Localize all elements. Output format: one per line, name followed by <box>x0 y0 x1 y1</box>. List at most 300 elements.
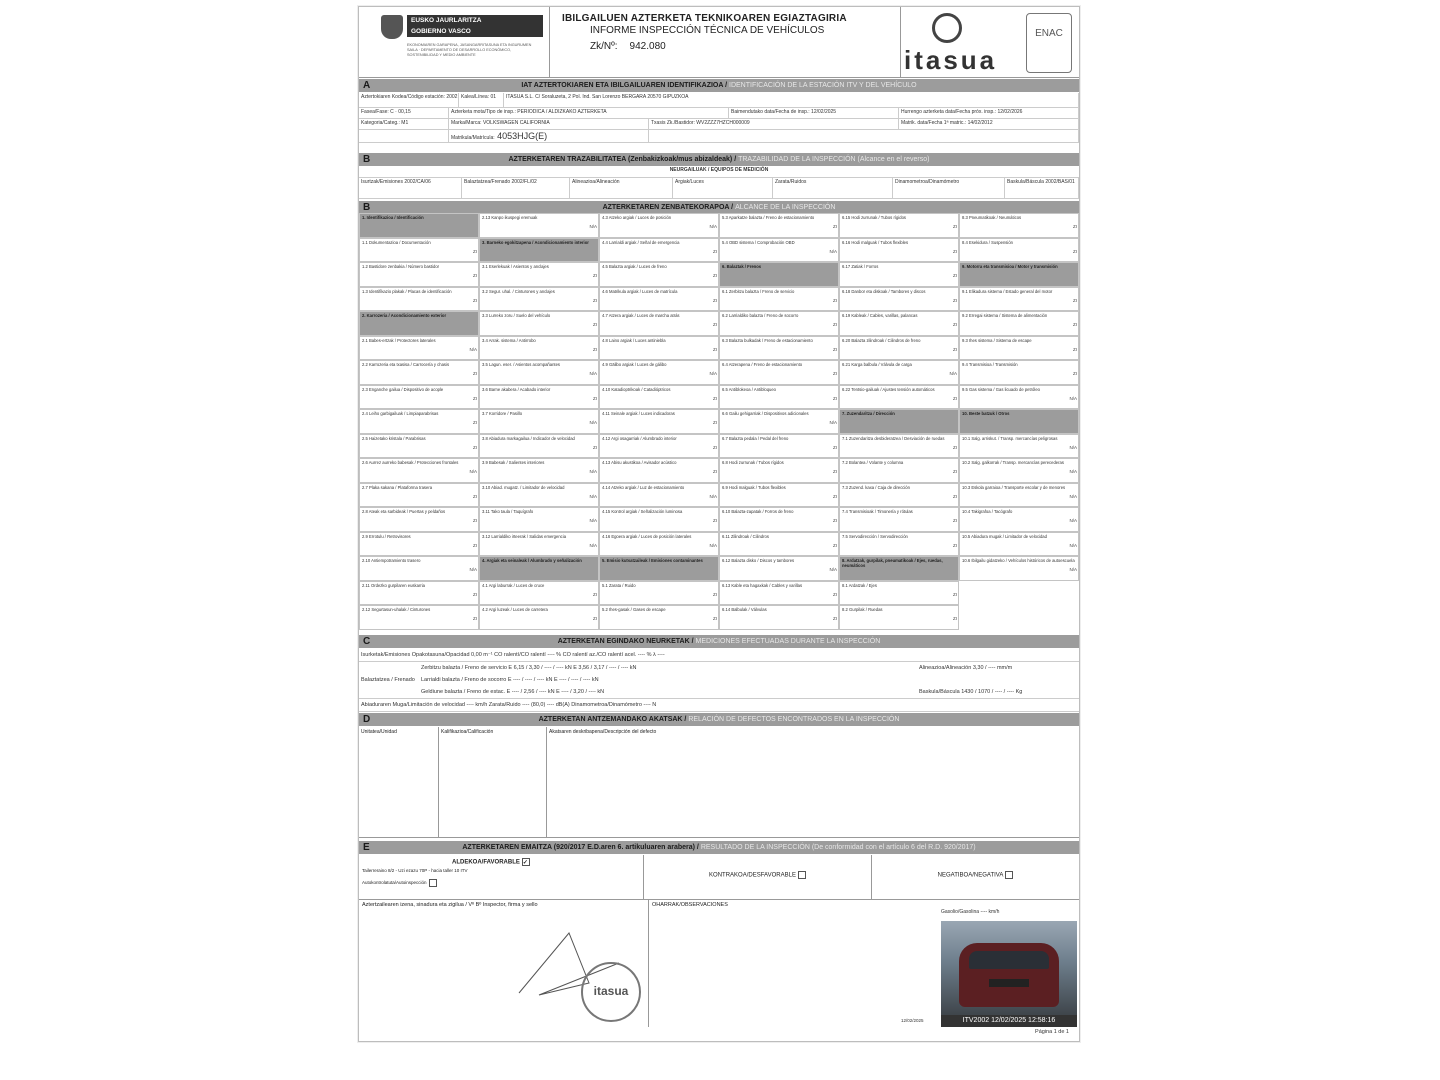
scope-item <box>839 532 959 557</box>
scope-item-label: 3.1 Eserlekuak / Asientos y anclajes <box>482 264 549 269</box>
defects-unit-col: Unitatea/Unidad <box>359 727 439 837</box>
scope-item <box>599 409 719 434</box>
scope-item-result: N/A <box>1069 493 1077 499</box>
scope-item-label: 3.9 Babesak / Salientes interiores <box>482 460 545 465</box>
scope-item-label: 3. Barneko egokitzapena / Acondicionamiento interior <box>482 239 589 245</box>
scope-item-result: ZI <box>473 248 477 254</box>
scope-item-result: N/A <box>709 371 717 376</box>
scope-item-label: 7.1 Zuzendaritza desbideratzea / Desviación de ruedas <box>842 435 945 441</box>
scope-item <box>599 360 719 385</box>
scope-item <box>719 409 839 434</box>
scope-item-result: ZI <box>713 469 717 474</box>
id-row-2: Fasea/Fase: C · 00,15 Azterketa mota/Tipo de insp.: PERIODICA / ALDIZKAKO AZTERKETA Baimendutako data/Fecha de insp.: 12/02/2025 Hurrengo azterketa data/Fecha próx. insp.: 12/02/2026 <box>359 108 1079 119</box>
autoinspection-checkbox <box>429 879 437 887</box>
scope-item-label: 6.7 Balazta pedala / Pedal del freno <box>722 435 789 441</box>
license-plate: Matrikula/Matrícula: 4053HJG(E) <box>449 130 649 142</box>
scope-item-result: ZI <box>833 322 837 327</box>
scope-item-result: ZI <box>713 616 717 621</box>
scope-item-label: 9.3 Ihes sistema / Sistema de escape <box>962 337 1032 343</box>
scope-item <box>719 507 839 532</box>
scope-item <box>959 458 1079 483</box>
title-block <box>549 7 901 77</box>
result-unfavorable: KONTRAKOA/DESFAVORABLE <box>644 855 872 899</box>
scope-item <box>479 409 599 434</box>
scope-item <box>959 311 1079 336</box>
basque-government-logo <box>379 13 549 73</box>
scope-item <box>719 556 839 581</box>
scope-item-result: ZI <box>953 493 957 499</box>
scope-item <box>599 385 719 410</box>
title-spanish: INFORME INSPECCIÓN TÉCNICA DE VEHÍCULOS <box>590 25 825 36</box>
scope-item-label: 2.8 Ateak eta sarbideak / Puertas y peldaños <box>362 509 446 514</box>
scope-item-label: 6. Balaztak / Frenos <box>722 264 762 269</box>
report-number: Zk/Nº: 942.080 <box>590 41 666 52</box>
scope-item <box>479 287 599 312</box>
scope-item-label: 10.6 Ibilgailu gidatzeko / Vehículos históricos de autoescuela <box>962 558 1075 563</box>
scope-item-result: ZI <box>473 444 477 450</box>
scope-item-result: ZI <box>713 420 717 425</box>
scope-item-label: 2.11 Ordezko gurpilaren euskarria <box>362 582 426 588</box>
scope-item-label: 5.1 Zarata / Ruido <box>602 582 636 588</box>
scope-item <box>479 262 599 287</box>
scope-item <box>839 507 959 532</box>
scope-item <box>719 336 839 361</box>
scope-item-label: 8.2 Gurpilak / Ruedas <box>842 607 883 612</box>
scope-item <box>359 385 479 410</box>
id-row-1: Aztertokiaren Kodea/Código estación: 2002 Kalea/Línea: 01 ITASUA S.L. C/ Soraluzeta, 2 Pol. Ind. San Lorenzo BERGARA 20570 GIPUZKOA <box>359 93 1079 108</box>
scope-item-label: 7.2 Bolantea / Volante y columna <box>842 460 904 465</box>
scope-item-result: N/A <box>1069 542 1077 548</box>
scope-item <box>719 287 839 312</box>
scope-item <box>479 605 599 630</box>
scope-item-result: ZI <box>473 616 477 621</box>
scope-item-label: 9.1 Elikadura sistema / Estado general del motor <box>962 288 1053 294</box>
scope-item-result: ZI <box>713 322 717 327</box>
photo-date: 12/02/2025 <box>901 1018 924 1023</box>
scope-item-label: 4.3 Atzeko argiak / Luces de posición <box>602 215 672 220</box>
scope-item-label: 10.3 Eskola garraioa / Transporte escolar y de menores <box>962 484 1066 490</box>
scope-item-result: ZI <box>713 297 717 303</box>
emissions-row: Isurketak/Emisiones Opakotasuna/Opacidad 0,00 m⁻¹ CO ralentí/CO ralentí ---- % CO ralentí az./CO ralentí acel. ---- % λ ---- <box>359 649 1079 662</box>
scope-item <box>959 385 1079 410</box>
scope-item <box>359 581 479 606</box>
scope-item-label: 6.3 Balazta bulkadak / Freno de estacionamiento <box>722 337 813 343</box>
scope-item <box>959 287 1079 312</box>
section-a-header: A IAT AZTERTOKIAREN ETA IBILGAILUAREN IDENTIFIKAZIOA / IDENTIFICACIÓN DE LA ESTACIÓN ITV Y DEL VEHÍCULO <box>359 79 1079 92</box>
scope-item-label: 6.14 Balbulak / Válvulas <box>722 607 767 612</box>
scope-item-result: ZI <box>713 518 717 523</box>
scope-item-result: N/A <box>589 542 597 548</box>
scope-item-label: 4.16 Egoera argiak / Luces de posición laterales <box>602 533 692 539</box>
scope-item <box>359 507 479 532</box>
scope-item <box>839 287 959 312</box>
scope-item-result: ZI <box>953 273 957 278</box>
scope-item-result: ZI <box>953 518 957 523</box>
scope-item-result: ZI <box>593 395 597 401</box>
scope-item-result: N/A <box>829 248 837 254</box>
scope-item-result: N/A <box>589 518 597 523</box>
result-favorable: ALDEKOA/FAVORABLE ✓ Tailerreraino 8/2 - Uzi ezazu 70P - hacia taller 10 ITV Autokontrolatuta/Autoinspección <box>359 855 644 899</box>
scope-item <box>719 262 839 287</box>
scope-item-label: 2.6 Aurrez aurreko babesak / Protecciones frontales <box>362 460 459 465</box>
scope-item-result: ZI <box>593 322 597 327</box>
scope-item-result: N/A <box>1069 395 1077 401</box>
scope-item <box>599 336 719 361</box>
scope-item <box>359 287 479 312</box>
scope-item-label: 7.3 Zuzend. kaxa / Caja de dirección <box>842 484 910 490</box>
scope-item-label: 4.10 Katadioptrikoak / Catadióptricos <box>602 386 671 392</box>
scope-item-label: 5.3 Aparkatze balazta / Freno de estacionamiento <box>722 215 815 220</box>
scope-item <box>959 262 1079 287</box>
observations-box: OHARRAK/OBSERVACIONES <box>652 902 728 908</box>
scope-item-result: N/A <box>469 469 477 474</box>
scope-item-label: 2.12 Segurtasun-uhalak / Cinturones <box>362 607 431 612</box>
scope-item <box>359 409 479 434</box>
scope-item-result: ZI <box>1073 297 1077 303</box>
scope-item-label: 3.4 Arrak. sistema / Antirrobo <box>482 337 536 343</box>
scope-item-label: 3.11 Tako taula / Taquígrafo <box>482 509 534 514</box>
scope-item-label: 2.1 Babes-ertzak / Protectores laterales <box>362 337 436 343</box>
scope-item-result: ZI <box>953 542 957 548</box>
defects-description-col: Akatsaren deskribapena/Descripción del defecto <box>549 729 657 735</box>
scope-item-result: ZI <box>593 616 597 621</box>
scope-item <box>479 336 599 361</box>
scope-item <box>959 532 1079 557</box>
equipment-row: Isurtzak/Emisiones 2002/CA/06 Balaztatzea/Frenado 2002/FL/02 Alineazioa/Alineación Argiak/Luces Zarata/Ruidos Dinamometroa/Dinamómetro Baskula/Báscula 2002/BAS/01 <box>359 178 1079 199</box>
scope-item <box>719 434 839 459</box>
scope-item-label: 4.13 Abisu akustikoa / Avisador acústico <box>602 460 677 465</box>
scope-item-result: N/A <box>709 542 717 548</box>
scope-item-result: ZI <box>593 346 597 352</box>
van-image-icon <box>959 943 1059 1007</box>
scope-item-result: ZI <box>833 346 837 352</box>
scope-item-label: 9.2 Erregai sistema / Sistema de alimentación <box>962 313 1048 318</box>
scope-item-label: 2.9 Errotulu / Retrovisores <box>362 533 411 539</box>
brand-name: itasua <box>904 45 998 75</box>
favorable-checkbox: ✓ <box>522 860 528 866</box>
scope-item-label: 2.5 Haizetako kristala / Parabrisas <box>362 435 426 441</box>
scope-item <box>839 581 959 606</box>
scope-item <box>719 360 839 385</box>
scope-item <box>599 287 719 312</box>
negative-checkbox <box>1005 871 1013 879</box>
scope-item <box>599 556 719 581</box>
scope-item-label: 6.13 Kable eta hagaxkak / Cables y varillas <box>722 582 803 588</box>
scope-item <box>359 483 479 508</box>
scope-item-label: 3.10 Abiad. mugatz. / Limitador de velocidad <box>482 484 565 490</box>
scope-item <box>479 483 599 508</box>
equipment-title: NEURGAILUAK / EQUIPOS DE MEDICIÓN <box>359 167 1079 178</box>
scope-item-result: ZI <box>713 273 717 278</box>
id-row-plate <box>359 130 1079 143</box>
scope-item <box>839 311 959 336</box>
scope-item-result: ZI <box>953 616 957 621</box>
scope-item-label: 6.10 Balazta-zapatak / Forros de freno <box>722 509 794 514</box>
scope-item-label: 2.13 Kanpo ikuspegi eremuak <box>482 215 538 220</box>
scope-item-result: ZI <box>473 395 477 401</box>
scope-item-result: N/A <box>469 346 477 352</box>
scope-item-result: N/A <box>589 224 597 229</box>
scope-item <box>479 311 599 336</box>
scope-item-label: 6.8 Hodi zurrunak / Tubos rígidos <box>722 460 784 465</box>
scope-item <box>599 434 719 459</box>
scope-item <box>599 213 719 238</box>
scope-item <box>479 581 599 606</box>
scope-item <box>959 238 1079 263</box>
scope-item <box>599 507 719 532</box>
scope-item <box>839 385 959 410</box>
scope-item <box>719 581 839 606</box>
scope-item-label: 5. Emisio kutsatzaileak / Emisiones contaminantes <box>602 558 703 563</box>
vehicle-photo <box>941 921 1077 1021</box>
scope-item <box>959 434 1079 459</box>
scope-item-result: ZI <box>473 591 477 597</box>
scope-item-label: 6.11 Zilindroak / Cilindros <box>722 533 769 539</box>
scope-item-label: 3.5 Lagun. eser. / Asientos acompañantes <box>482 362 560 367</box>
scope-item <box>839 409 959 434</box>
section-b-scope-header: B AZTERKETAREN ZENBATEKORAPOA / ALCANCE DE LA INSPECCIÓN <box>359 201 1079 214</box>
scope-item <box>599 581 719 606</box>
scope-item <box>479 507 599 532</box>
scope-item-label: 1.1 Dokumentazioa / Documentación <box>362 239 431 245</box>
inspection-scope-grid <box>359 213 1079 631</box>
scope-item-result: ZI <box>953 444 957 450</box>
scope-item-result: ZI <box>593 444 597 450</box>
scope-item <box>359 213 479 238</box>
scope-item-label: 10.2 Salg. galkorrak / Transp. mercancías perecederas <box>962 460 1064 465</box>
scope-item-result: ZI <box>953 591 957 597</box>
scope-item-label: 10. Beste batzuk / Otros <box>962 411 1010 416</box>
scope-item-label: 5.2 Ihes-gasak / Gases de escape <box>602 607 666 612</box>
scope-item-label: 6.2 Larrialdiko balazta / Freno de socorro <box>722 313 799 318</box>
id-row-3: Kategoria/Categ.: M1 Marka/Marca: VOLKSWAGEN CALIFORNIA Txasis Zk./Bastidor: WV2ZZZ7HZCH000009 Matrik. data/Fecha 1ª matric.: 14/02/2012 <box>359 119 1079 130</box>
scope-item-result: ZI <box>473 297 477 303</box>
scope-item-label: 4. Argiak eta seinaleak / Alumbrado y señalización <box>482 558 582 563</box>
scope-item-label: 8.3 Pneumatikoak / Neumáticos <box>962 215 1022 220</box>
scope-item-result: ZI <box>833 444 837 450</box>
scope-item-result: ZI <box>473 518 477 523</box>
scope-item-result: ZI <box>953 322 957 327</box>
scope-item <box>359 311 479 336</box>
scope-item <box>479 458 599 483</box>
enac-badge: ENAC <box>1026 13 1072 73</box>
title-basque: IBILGAILUEN AZTERKETA TEKNIKOAREN EGIAZTAGIRIA <box>562 13 847 24</box>
scope-item <box>359 434 479 459</box>
scope-item <box>479 385 599 410</box>
scope-item-result: ZI <box>953 469 957 474</box>
scope-item-result: ZI <box>713 346 717 352</box>
section-b-traceability-header: B AZTERKETAREN TRAZABILITATEA (Zenbakizkoak/mus abizaldeak) / TRAZABILIDAD DE LA INSPECCIÓN (Alcance en el reverso) <box>359 153 1079 166</box>
scope-item-label: 6.12 Balazta disko / Discos y tambores <box>722 558 795 563</box>
speed-noise-row: Abiaduraren Muga/Limitación de velocidad ---- km/h Zarata/Ruido ---- (80,0) ---- dB(A) Dinamometroa/Dinamómetro ---- N <box>359 699 1079 712</box>
scope-item-result: ZI <box>473 420 477 425</box>
scope-item-label: 9.5 Gas sistema / Gas licuado de petróleo <box>962 386 1040 392</box>
scope-item-result: ZI <box>593 273 597 278</box>
scope-item <box>359 238 479 263</box>
defects-table <box>359 727 1079 838</box>
scope-item <box>719 532 839 557</box>
scope-item-label: 3.6 Barne akabera / Acabado interior <box>482 386 551 392</box>
scope-item-label: 4.14 Atzeko argiak / Luz de estacionamiento <box>602 484 685 490</box>
scope-item-label: 3.2 Segur. uhal. / Cinturones y anclajes <box>482 288 555 294</box>
scope-item-result: N/A <box>829 567 837 572</box>
scope-item-result: ZI <box>473 273 477 278</box>
scope-item-label: 3.12 Larrialdiko irteerak / Salidas emergencia <box>482 533 567 539</box>
scope-item-label: 4.11 Seinale argiak / Luces indicadoras <box>602 411 675 416</box>
scope-item <box>479 360 599 385</box>
scope-item-label: 7. Zuzendaritza / Dirección <box>842 411 895 416</box>
scope-item-result: N/A <box>589 469 597 474</box>
scope-item <box>719 483 839 508</box>
scope-item <box>839 605 959 630</box>
scope-item-result: ZI <box>953 297 957 303</box>
scope-item-label: 6.9 Hodi malguak / Tubos flexibles <box>722 484 786 490</box>
scope-item <box>959 336 1079 361</box>
scope-item-result: ZI <box>833 224 837 229</box>
scope-item-result: ZI <box>713 444 717 450</box>
scope-item-label: 8.4 Esekidura / Suspensión <box>962 239 1013 245</box>
scope-item-label: 4.7 Atzera argiak / Luces de marcha atrás <box>602 313 680 318</box>
scope-item <box>839 336 959 361</box>
scope-item <box>839 262 959 287</box>
scope-item-result: ZI <box>833 518 837 523</box>
scope-item-label: 5.4 OBD sistema / Comprobación OBD <box>722 239 795 245</box>
scope-item-label: 6.16 Hodi malguak / Tubos flexibles <box>842 239 909 245</box>
scope-item-label: 9.4 Transmisioa / Transmisión <box>962 362 1018 367</box>
scope-item <box>359 262 479 287</box>
scope-item-label: 6.1 Zerbitzu balazta / Freno de servicio <box>722 288 795 294</box>
scope-item <box>359 360 479 385</box>
scope-item-result: N/A <box>589 493 597 499</box>
scope-item-result: ZI <box>833 469 837 474</box>
scope-item <box>359 556 479 581</box>
scope-item-label: 6.19 Kableak / Cables, varillas, palancas <box>842 313 918 318</box>
brake-block: Balaztatzea / Frenado Zerbitzu balazta / Freno de servicio E 6,15 / 3,30 / ---- / ---- kN E 3,56 / 3,17 / ---- / ---- kN Larrialdi balazta / Freno de socorro E ---- / ---- / ---- kN E ---- / ---- / ---- kN Geldiune balazta / Freno de estac. E ---- / 2,56 / ---- kN E ---- / 3,20 / ---- kN Alineazioa/Alineación 3,30 / ---- mm/m Baskula/Báscula 1430 / 1070 / ---- / ---- Kg <box>359 662 1079 699</box>
scope-item <box>839 360 959 385</box>
scope-item-label: 10.5 Abiadura mugak / Limitador de velocidad <box>962 533 1047 539</box>
photo-caption: ITV2002 12/02/2025 12:58:16 <box>941 1015 1077 1027</box>
scope-item-label: 6.5 Antiblokeoa / Antibloqueo <box>722 386 777 392</box>
scope-item <box>839 556 959 581</box>
scope-item-result: N/A <box>469 567 477 572</box>
scope-item-result: ZI <box>1073 371 1077 376</box>
scope-item-result: ZI <box>833 395 837 401</box>
fuel-label: Gasolio/Gasolina ---- km/h <box>941 909 1000 915</box>
section-e-header: E AZTERKETAREN EMAITZA (920/2017 E.D.aren 6. artikuluaren arabera) / RESULTADO DE LA INSPECCIÓN (De conformidad con el artículo 6 del R.D. 920/2017) <box>359 841 1079 854</box>
scope-item-result: ZI <box>1073 322 1077 327</box>
scope-item <box>599 532 719 557</box>
coat-of-arms-icon <box>381 15 403 39</box>
scope-item-result: N/A <box>589 420 597 425</box>
scope-item <box>599 311 719 336</box>
scope-item-result: ZI <box>713 591 717 597</box>
scope-item <box>959 507 1079 532</box>
scope-item-result: N/A <box>709 224 717 229</box>
scope-item <box>479 556 599 581</box>
scope-item-label: 7.5 Servodirección / Servodirección <box>842 533 908 539</box>
scope-item <box>599 458 719 483</box>
scope-item-result: ZI <box>473 542 477 548</box>
scope-item <box>839 238 959 263</box>
scope-item-label: 2.2 Karrozeria eta txasisa / Carrocería y chasis <box>362 362 450 367</box>
scope-item <box>359 458 479 483</box>
scope-item-label: 2.3 Enganche gailua / Dispositivo de acople <box>362 386 444 392</box>
scope-item-result: ZI <box>1073 224 1077 229</box>
scope-item <box>839 434 959 459</box>
scope-item-label: 6.6 Gailu gehigarriak / Dispositivos adicionales <box>722 411 809 416</box>
scope-item-label: 4.5 Balazta argiak / Luces de freno <box>602 264 667 269</box>
scope-item-result: N/A <box>949 371 957 376</box>
scope-item-result: ZI <box>953 248 957 254</box>
scope-item <box>719 311 839 336</box>
scope-item-result: ZI <box>473 493 477 499</box>
scope-item <box>959 213 1079 238</box>
scope-item-label: 2. Karrozeria / Acondicionamiento exterior <box>362 313 447 318</box>
scope-item-label: 2.10 Antiempotramiento trasero <box>362 558 421 563</box>
scope-item-label: 3.8 Abiadura markagailua / Indicador de velocidad <box>482 435 575 441</box>
scope-item <box>479 213 599 238</box>
scope-item-label: 6.18 Danbor eta diskoak / Tambores y discos <box>842 288 926 294</box>
scope-item <box>599 238 719 263</box>
scope-item-result: ZI <box>833 493 837 499</box>
scope-item-result: ZI <box>953 224 957 229</box>
scope-item-label: 4.8 Laino argiak / Luces antiniebla <box>602 337 666 343</box>
scope-item-label: 1.3 Identifikazio plakak / Placas de identificación <box>362 288 452 294</box>
section-d-header: D AZTERKETAN ANTZEMANDAKO AKATSAK / RELACIÓN DE DEFECTOS ENCONTRADOS EN LA INSPECCIÓN <box>359 713 1079 726</box>
inspector-signature-box: Aztertzailearen izena, sinadura eta zigilua / Vº Bº Inspector, firma y sello <box>359 899 649 1027</box>
scope-item-result: ZI <box>713 248 717 254</box>
scope-item-label: 10.4 Takigrafoa / Tacógrafo <box>962 509 1013 514</box>
scope-item-label: 4.15 Kontrol argiak / Señalización luminosa <box>602 509 683 514</box>
defects-rating-col: Kalifikazioa/Calificación <box>439 727 547 837</box>
scope-item-result: ZI <box>833 616 837 621</box>
scope-item-result: ZI <box>473 371 477 376</box>
scope-item-result: ZI <box>593 591 597 597</box>
scope-item-result: ZI <box>833 542 837 548</box>
scope-item-result: ZI <box>593 297 597 303</box>
scope-item <box>599 262 719 287</box>
scope-item <box>719 213 839 238</box>
scope-item-result: ZI <box>1073 346 1077 352</box>
scope-item-result: ZI <box>833 297 837 303</box>
scope-item-result: N/A <box>1069 567 1077 572</box>
scope-item-label: 8.1 Ardatzak / Ejes <box>842 582 877 588</box>
company-stamp-icon: itasua <box>581 962 641 1022</box>
scope-item <box>719 458 839 483</box>
scope-item <box>359 605 479 630</box>
scope-item <box>839 458 959 483</box>
scope-item-result: ZI <box>953 395 957 401</box>
scope-item-label: 7.4 Transmisioak / Timonería y rótulas <box>842 509 913 514</box>
scope-item <box>959 483 1079 508</box>
scope-item-label: 4.2 Argi luzeak / Luces de carretera <box>482 607 548 612</box>
scope-item-label: 9. Motorra eta transmisioa / Motor y transmisión <box>962 264 1058 269</box>
scope-item <box>959 360 1079 385</box>
scope-item-label: 6.21 Karga balbula / Válvula de carga <box>842 362 912 367</box>
scope-item <box>839 483 959 508</box>
scope-item-result: N/A <box>589 371 597 376</box>
scope-item <box>359 336 479 361</box>
government-label: EUSKO JAURLARITZA GOBIERNO VASCO <box>407 15 543 37</box>
scope-item-result: ZI <box>833 371 837 376</box>
scope-item-result: ZI <box>833 591 837 597</box>
itasua-logo <box>904 11 1074 73</box>
scope-item-label: 2.7 Plaka sakana / Plataforma trasera <box>362 484 433 490</box>
scope-item-result: N/A <box>1069 518 1077 523</box>
scope-item-label: 1.2 Bastidore zenbakia / Número bastidor <box>362 264 440 269</box>
scope-item <box>719 238 839 263</box>
section-c-header: C AZTERKETAN EGINDAKO NEURKETAK / MEDICIONES EFECTUADAS DURANTE LA INSPECCIÓN <box>359 635 1079 648</box>
